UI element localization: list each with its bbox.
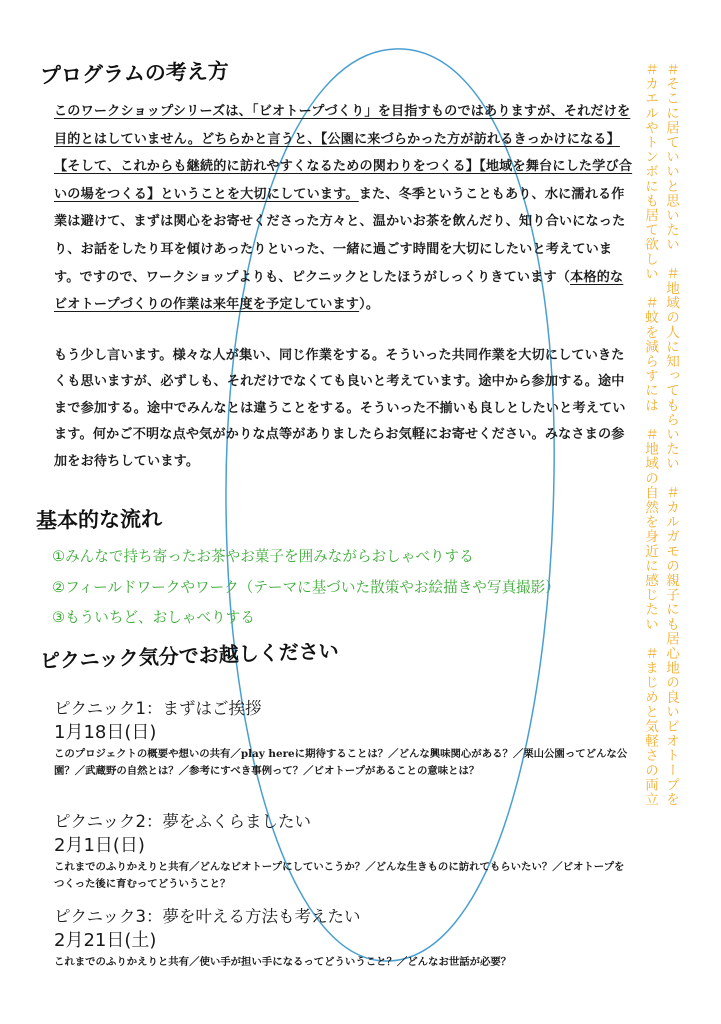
picnic-date: 2月1日(日) — [54, 835, 145, 856]
flow-step: ③もういちど、おしゃべりする — [52, 609, 255, 626]
flow-section-heading: 基本的な流れ — [35, 505, 163, 533]
intro-underlined-note: 本格的なビオトープづくりの作業は来年度を予定しています — [54, 269, 624, 313]
intro-text: また、冬季ということもあり、水に濡れる作業は避けて、まずは関心をお寄せくださった方々と、温かいお茶を飲んだり、知り合いになったり、お話をしたり耳を傾けあったりといった、一緒に過ごす時間を大切にしたいと考えています。ですので、ワークショップよりも、ピクニックとしたほうがしっくりきています（ — [54, 186, 626, 285]
second-paragraph: もう少し言います。様々な人が集い、同じ作業をする。そういった共同作業を大切にしていきたくも思いますが、必ずしも、それだけでなくても良いと考えています。途中から参加する。途中まで参加する。途中でみんなとは違うことをする。そういった不揃いも良しとしたいと考えています。何かご不明な点や気がかりな点等がありましたらお気軽にお寄せください。みなさまの参加をお待ちしています。 — [54, 348, 626, 469]
flow-step: ②フィールドワークやワーク（テーマに基づいた散策やお絵描きや写真撮影） — [52, 578, 560, 596]
flow-step: ①みんなで持ち寄ったお茶やお菓子を囲みながらおしゃべりする — [52, 548, 474, 565]
intro-paragraph — [54, 98, 634, 319]
picnic-description: これまでのふりかえりと共有／使い手が担い手になるってどういうこと？／どんなお世話が必要？ — [54, 956, 512, 968]
picnic-section-heading: ピクニック気分でお越しください — [39, 638, 340, 673]
intro-underlined-text: このワークショップシリーズは、「ビオトープづくり」を目指すものではありますが、それだけを目的とはしていません。どちらかと言うと、【公園に来づらかった方が訪れるきっかけになる】【そして、これからも継続的に訪れやすくなるための関わりをつくる】【地域を舞台にした学び合いの場をつくる】ということを大切にしています。 — [54, 104, 633, 202]
picnic-description: これまでのふりかえりと共有／どんなビオトープにしていこうか？／どんな生きものに訪れてもらいたい？／ビオトープをつくった後に育むってどういうこと？ — [54, 861, 625, 890]
picnic-title: ピクニック1：まずはご挨拶 — [54, 699, 262, 718]
picnic-date: 2月21日(土) — [54, 930, 157, 951]
hashtag-column: ＃カエルやトンボにも居て欲しい ＃蚊を減らすには ＃地域の自然を身近に感じたい ＃まじめと気軽さの両立 — [642, 62, 658, 807]
picnic-description: このプロジェクトの概要や想いの共有／play hereに期待することは？／どんな興味関心がある？／栗山公園ってどんな公園？／武蔵野の自然とは？／参考にすべき事例って？／ビオトープがあることの意味とは？ — [54, 748, 628, 777]
picnic-title: ピクニック2：夢をふくらましたい — [54, 812, 312, 831]
picnic-session — [54, 810, 634, 893]
program-section-heading: プログラムの考え方 — [39, 58, 230, 88]
flow-list — [52, 542, 560, 634]
picnic-session — [54, 697, 634, 780]
picnic-session — [54, 905, 634, 971]
picnic-title: ピクニック3：夢を叶える方法も考えたい — [54, 907, 361, 926]
hashtag-column: ＃そこに居ていいと思いたい ＃地域の人に知ってもらいたい ＃カルガモの親子にも居心地の良いビオトープを — [663, 62, 679, 807]
picnic-date: 1月18日(日) — [54, 722, 157, 743]
intro-closing: ）。 — [359, 297, 380, 313]
